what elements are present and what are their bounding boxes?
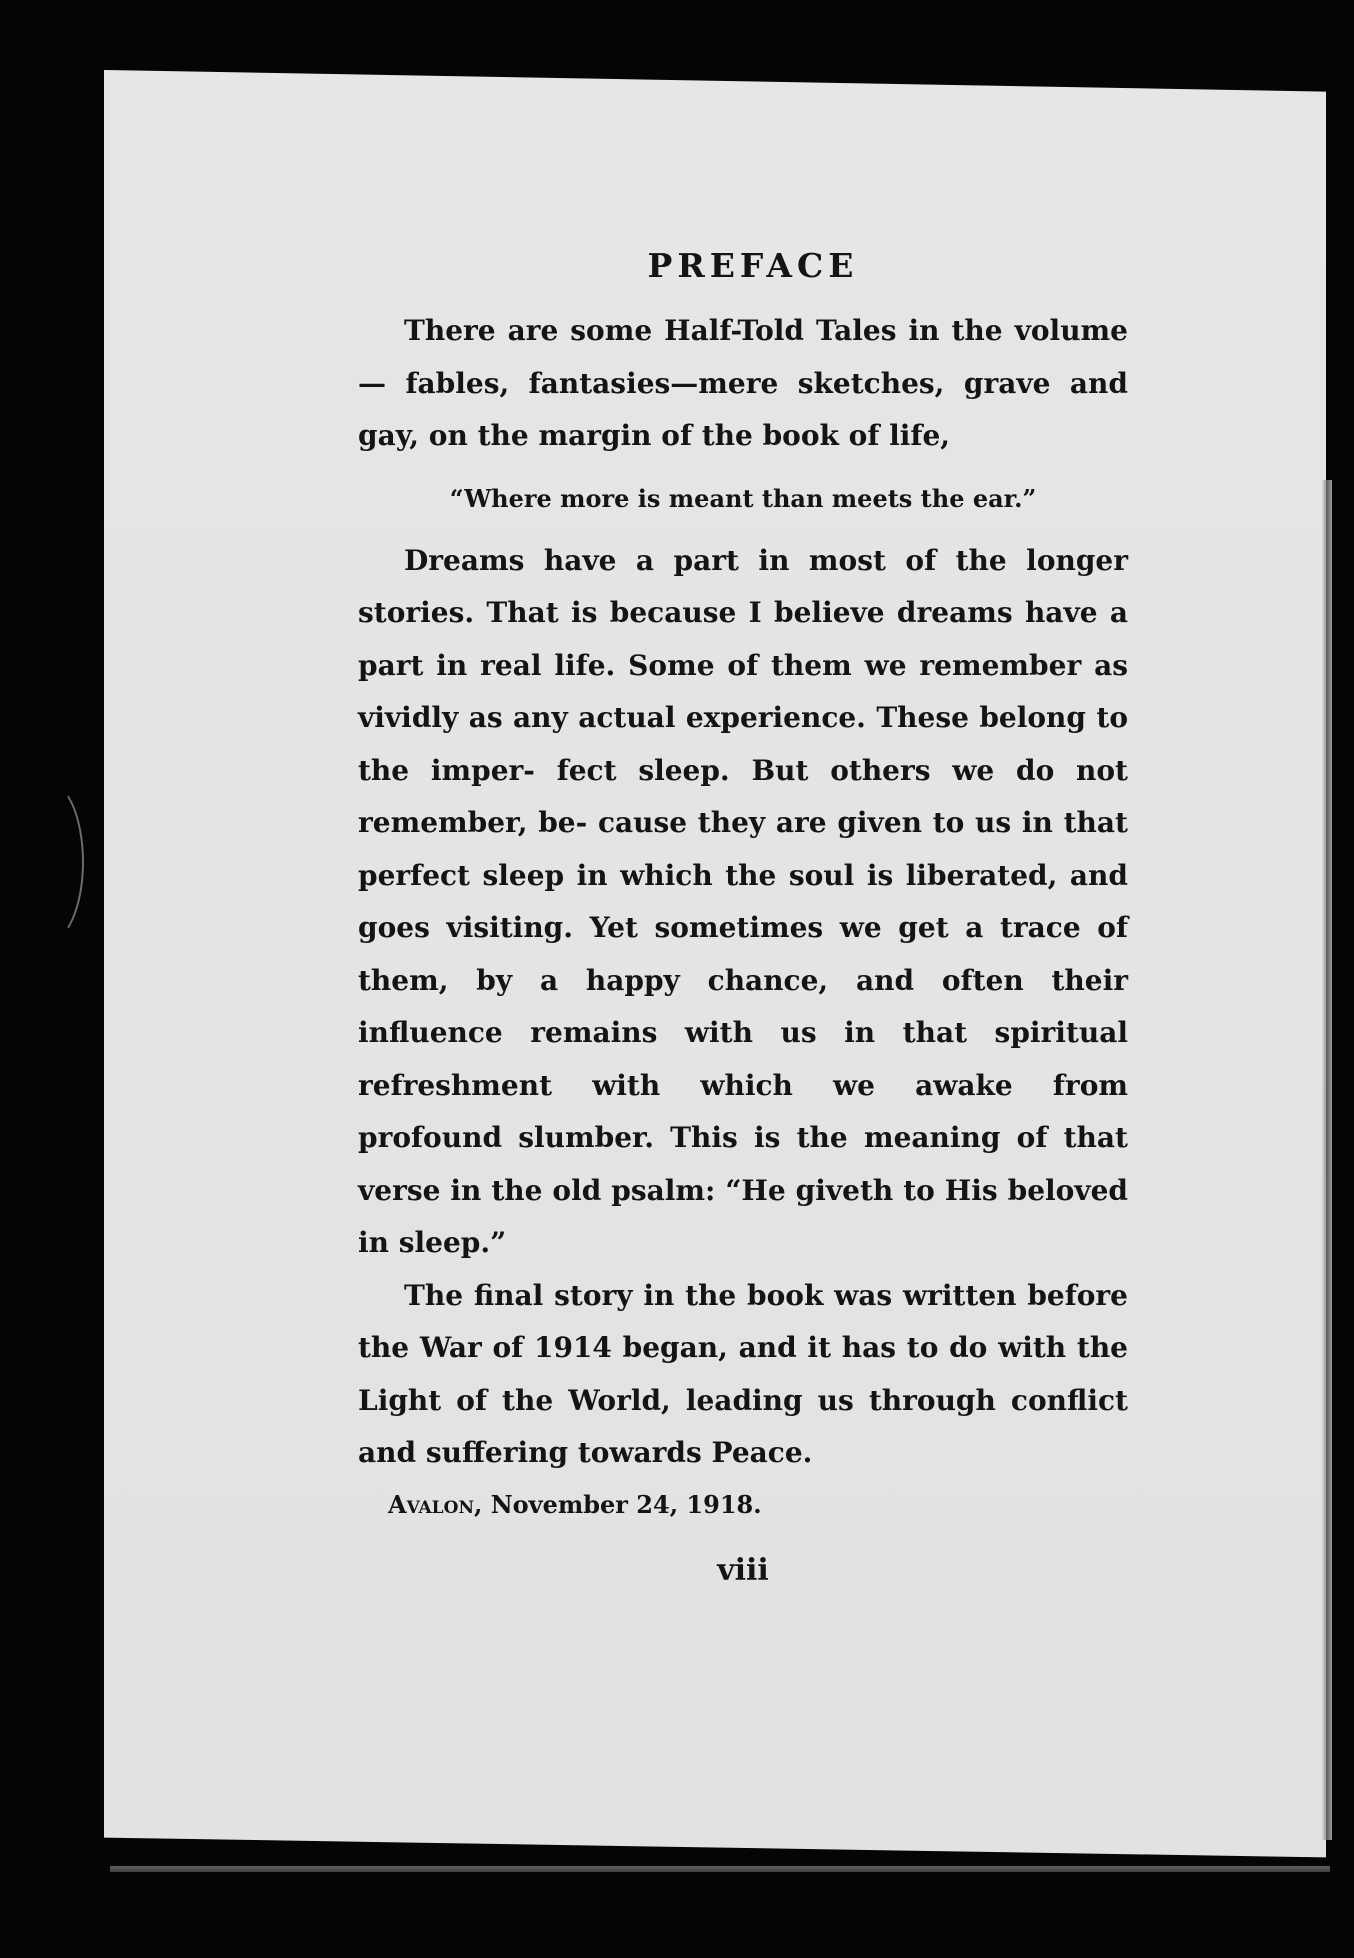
page-text [358, 236, 1128, 1588]
signature-line [358, 1490, 1128, 1519]
paragraph-intro: There are some Half-Told Tales in the volume— fables, fantasies—mere sketches, grave and gay, on the margin of the book of life, [358, 314, 1128, 452]
signature-date: November 24, 1918. [482, 1489, 762, 1519]
page-edge-shadow [1322, 480, 1332, 1840]
page-bottom-shadow [110, 1866, 1330, 1872]
scan-artifact-hair [10, 780, 84, 944]
preface-heading: PREFACE [647, 246, 859, 285]
page-number: viii [717, 1552, 769, 1588]
paragraph-dreams: Dreams have a part in most of the longer stories. That is because I believe dreams have a part in real life. Some of them we remember as vividly as any actual experience. These belong to the imper- fect sleep. But others we do not remember, be- cause they are given to us in that perfect sleep in which the soul is liberated, and goes visiting. Yet sometimes we get a trace of them, by a happy chance, and often their influence remains with us in that spiritual refreshment with which we awake from profound slumber. This is the meaning of that verse in the old psalm: “He giveth to His beloved in sleep.” [358, 543, 1128, 1259]
epigraph-quote: “Where more is meant than meets the ear.” [449, 483, 1037, 513]
paragraph-final-story: The final story in the book was written before the War of 1914 began, and it has to do with the Light of the World, leading us through conflict and suffering towards Peace. [358, 1278, 1128, 1469]
scan-artifact-curl [352, 0, 506, 64]
signature-place: Avalon, [388, 1489, 483, 1519]
